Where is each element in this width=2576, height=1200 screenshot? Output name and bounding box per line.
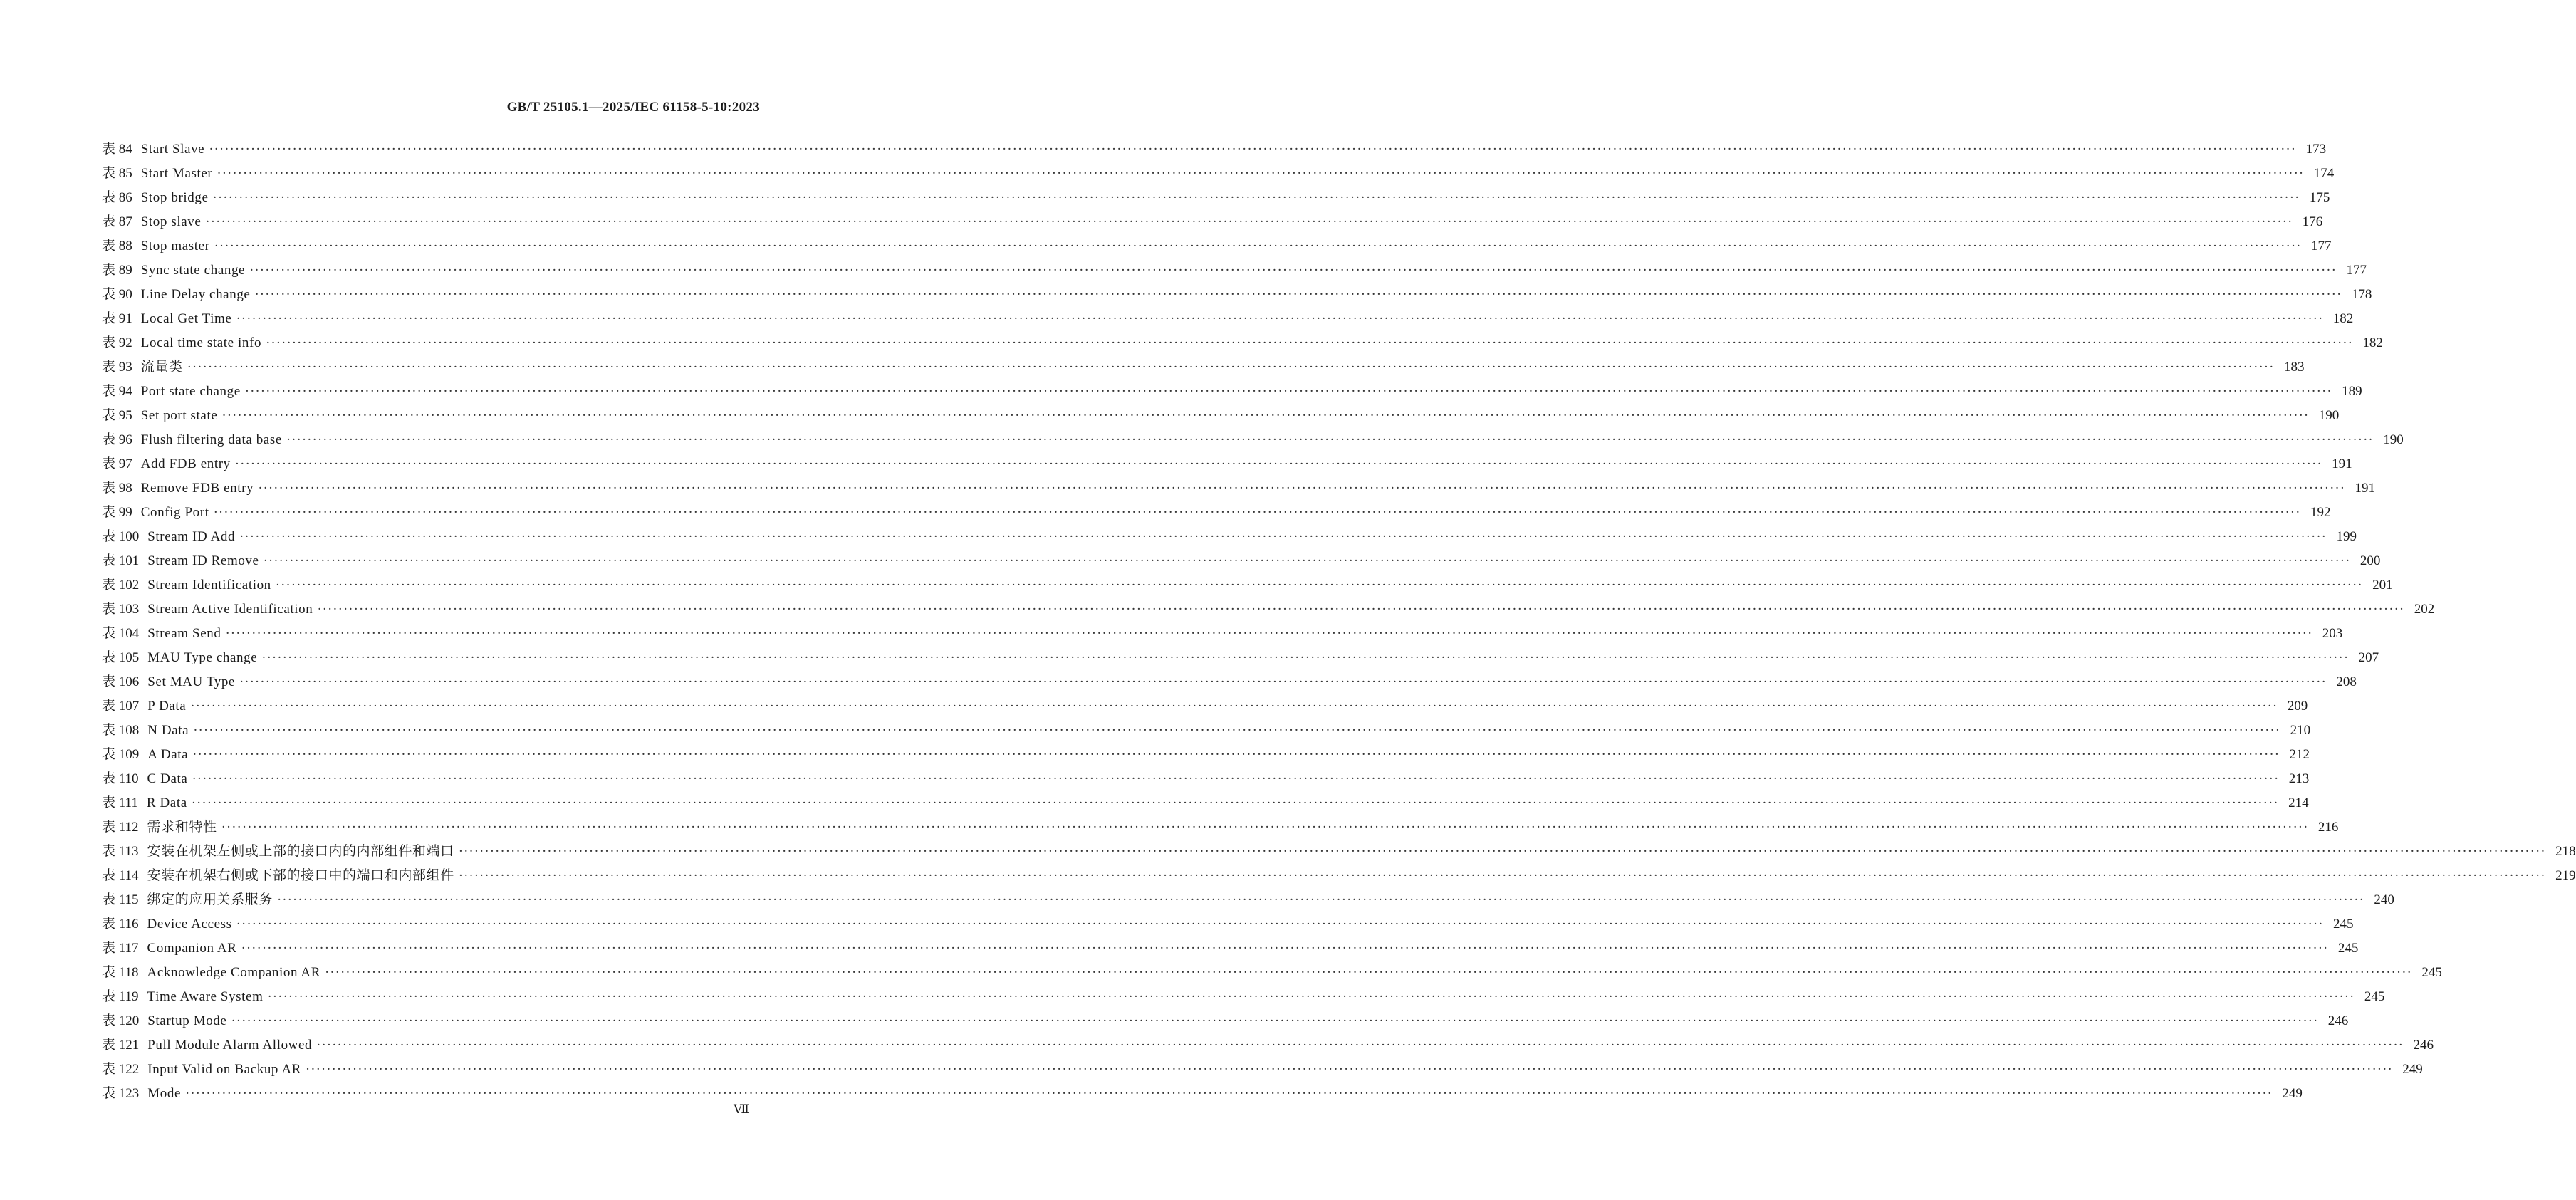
toc-entry[interactable]: [102, 912, 2354, 936]
toc-leader-dots: ················································································································································································································································································································································································································: [249, 263, 2337, 278]
toc-entry-page: 245: [2421, 965, 2442, 980]
toc-leader-dots: ················································································································································································································································································································································································································: [205, 214, 2293, 229]
toc-entry-page: 202: [2414, 602, 2435, 617]
toc-entry-title: A Data: [147, 747, 189, 762]
toc-entry-page: 219: [2555, 868, 2576, 883]
toc-entry[interactable]: [102, 573, 2393, 598]
toc-leader-dots: ················································································································································································································································································································································································································: [239, 674, 2327, 689]
toc-entry-title: Line Delay change: [140, 287, 251, 302]
toc-leader-dots: ················································································································································································································································································································································································································: [236, 311, 2324, 326]
toc-entry-label: 表 85: [102, 166, 132, 181]
toc-entry[interactable]: [102, 210, 2323, 234]
toc-leader-dots: ················································································································································································································································································································································································································: [190, 699, 2278, 714]
toc-entry-page: 218: [2555, 844, 2576, 859]
toc-entry-page: 190: [2318, 408, 2340, 423]
toc-entry-label: 表 94: [102, 384, 132, 399]
toc-entry-title: Stream Active Identification: [147, 602, 313, 617]
toc-entry[interactable]: [102, 331, 2383, 355]
toc-leader-dots: ················································································································································································································································································································································································································: [236, 917, 2324, 932]
toc-entry-label: 表 99: [102, 505, 132, 520]
toc-entry-page: 208: [2336, 674, 2357, 689]
toc-entry-title: Config Port: [140, 505, 209, 520]
toc-entry-title: Stop bridge: [140, 190, 209, 205]
toc-leader-dots: ················································································································································································································································································································································································································: [225, 626, 2313, 641]
toc-entry[interactable]: [102, 767, 2310, 791]
toc-entry-title: Start Master: [140, 166, 213, 181]
toc-entry-label: 表 115: [102, 892, 139, 907]
toc-leader-dots: ················································································································································································································································································································································································································: [234, 456, 2322, 471]
toc-entry[interactable]: [102, 1058, 2423, 1082]
toc-entry[interactable]: [102, 428, 2404, 452]
toc-entry-title: Acknowledge Companion AR: [147, 965, 320, 980]
toc-entry-label: 表 84: [102, 142, 132, 157]
toc-entry-title: Set port state: [140, 408, 218, 423]
toc-entry-label: 表 91: [102, 311, 132, 326]
toc-entry-page: 177: [2346, 263, 2367, 278]
toc-leader-dots: ················································································································································································································································································································································································································: [192, 747, 2280, 762]
toc-leader-dots: ················································································································································································································································································································································································································: [241, 941, 2329, 956]
toc-entry-page: 183: [2283, 360, 2305, 375]
toc-entry-title: Local Get Time: [140, 311, 232, 326]
toc-entry-page: 213: [2288, 771, 2310, 786]
toc-entry-page: 174: [2313, 166, 2335, 181]
toc-entry-label: 表 114: [102, 868, 139, 883]
toc-entry-page: 203: [2322, 626, 2343, 641]
toc-entry[interactable]: [102, 936, 2359, 961]
toc-entry-label: 表 95: [102, 408, 132, 423]
toc-entry-title: Port state change: [140, 384, 241, 399]
toc-entry-title: Stream ID Add: [147, 529, 236, 544]
page-footer: [734, 1102, 749, 1117]
toc-leader-dots: ················································································································································································································································································································································································································: [221, 408, 2310, 423]
toc-leader-dots: ················································································································································································································································································································································································································: [213, 505, 2301, 520]
toc-entry-label: 表 119: [102, 989, 139, 1004]
toc-leader-dots: ················································································································································································································································································································································································································: [263, 553, 2351, 568]
toc-entry[interactable]: [102, 476, 2376, 501]
toc-entry-page: 175: [2309, 190, 2330, 205]
toc-entry[interactable]: [102, 380, 2362, 404]
toc-entry-page: 246: [2327, 1013, 2349, 1028]
toc-entry-title: Local time state info: [140, 335, 262, 350]
toc-entry-label: 表 110: [102, 771, 139, 786]
toc-entry-page: 249: [2282, 1086, 2303, 1101]
table-of-contents: [102, 137, 2576, 1106]
toc-leader-dots: ················································································································································································································································································································································································································: [214, 239, 2302, 254]
toc-entry-title: Pull Module Alarm Allowed: [147, 1038, 313, 1053]
toc-entry-title: Device Access: [147, 917, 232, 932]
toc-entry-title: 绑定的应用关系服务: [147, 892, 273, 907]
toc-entry[interactable]: [102, 549, 2381, 573]
toc-entry-page: 210: [2290, 723, 2311, 738]
toc-entry-label: 表 109: [102, 747, 140, 762]
toc-entry-page: 177: [2310, 239, 2332, 254]
toc-entry-page: 212: [2289, 747, 2310, 762]
toc-leader-dots: ················································································································································································································································································································································································································: [266, 335, 2353, 350]
toc-entry-title: Time Aware System: [147, 989, 264, 1004]
toc-entry-title: N Data: [147, 723, 189, 738]
toc-entry-title: Remove FDB entry: [140, 481, 254, 496]
toc-leader-dots: ················································································································································································································································································································································································································: [244, 384, 2332, 399]
toc-entry-label: 表 93: [102, 360, 132, 375]
toc-entry-page: 190: [2383, 432, 2404, 447]
toc-leader-dots: ················································································································································································································································································································································································································: [231, 1013, 2319, 1028]
toc-entry-title: Stop slave: [140, 214, 202, 229]
toc-entry[interactable]: [102, 598, 2435, 622]
toc-leader-dots: ················································································································································································································································································································································································································: [458, 844, 2546, 859]
toc-entry[interactable]: [102, 961, 2442, 985]
toc-entry-label: 表 117: [102, 941, 139, 956]
toc-entry-title: Set MAU Type: [147, 674, 235, 689]
toc-entry[interactable]: [102, 743, 2310, 767]
toc-leader-dots: ················································································································································································································································································································································································································: [458, 868, 2546, 883]
toc-leader-dots: ················································································································································································································································································································································································································: [193, 723, 2281, 738]
toc-entry-title: Stream Send: [147, 626, 221, 641]
toc-leader-dots: ················································································································································································································································································································································································································: [324, 965, 2412, 980]
toc-entry-page: 192: [2310, 505, 2331, 520]
toc-entry[interactable]: [102, 694, 2308, 719]
toc-entry-title: C Data: [147, 771, 188, 786]
toc-leader-dots: ················································································································································································································································································································································································································: [221, 820, 2309, 835]
toc-entry-page: 240: [2374, 892, 2394, 907]
toc-entry-label: 表 122: [102, 1062, 140, 1077]
toc-entry[interactable]: [102, 985, 2385, 1009]
toc-entry-title: P Data: [147, 699, 187, 714]
toc-entry[interactable]: [102, 888, 2394, 912]
toc-entry[interactable]: [102, 404, 2340, 428]
toc-entry-label: 表 103: [102, 602, 140, 617]
toc-entry[interactable]: [102, 259, 2367, 283]
toc-entry-page: 207: [2358, 650, 2379, 665]
toc-entry-page: 189: [2342, 384, 2362, 399]
toc-entry[interactable]: [102, 307, 2354, 331]
toc-entry-title: R Data: [146, 795, 187, 810]
toc-entry-label: 表 120: [102, 1013, 140, 1028]
toc-entry-title: MAU Type change: [147, 650, 258, 665]
toc-entry-page: 214: [2288, 795, 2309, 810]
toc-leader-dots: ················································································································································································································································································································································································································: [286, 432, 2374, 447]
toc-leader-dots: ················································································································································································································································································································································································································: [316, 1038, 2404, 1053]
toc-entry-label: 表 111: [102, 795, 138, 810]
toc-entry[interactable]: [102, 501, 2331, 525]
toc-entry-page: 182: [2332, 311, 2354, 326]
toc-entry-label: 表 105: [102, 650, 140, 665]
toc-entry-page: 182: [2362, 335, 2383, 350]
toc-entry-page: 200: [2359, 553, 2381, 568]
toc-entry-page: 199: [2336, 529, 2357, 544]
toc-entry-label: 表 107: [102, 699, 140, 714]
toc-leader-dots: ················································································································································································································································································································································································································: [191, 795, 2279, 810]
toc-entry-title: 安装在机架右侧或下部的接口中的端口和内部组件: [147, 868, 454, 883]
toc-leader-dots: ················································································································································································································································································································································································································: [192, 771, 2280, 786]
toc-entry-page: 246: [2413, 1038, 2434, 1053]
toc-entry[interactable]: [102, 355, 2305, 380]
toc-leader-dots: ················································································································································································································································································································································································································: [258, 481, 2346, 496]
toc-entry-title: 流量类: [140, 360, 183, 375]
toc-entry[interactable]: [102, 622, 2343, 646]
toc-entry-label: 表 101: [102, 553, 140, 568]
toc-entry[interactable]: [102, 1009, 2349, 1033]
toc-entry-title: Flush filtering data base: [140, 432, 282, 447]
toc-entry-page: 191: [2355, 481, 2376, 496]
toc-entry-page: 245: [2333, 917, 2354, 932]
toc-entry[interactable]: [102, 525, 2357, 549]
document-header: [507, 100, 760, 115]
toc-entry-label: 表 96: [102, 432, 132, 447]
toc-entry-label: 表 104: [102, 626, 140, 641]
toc-entry-label: 表 92: [102, 335, 132, 350]
toc-entry-page: 245: [2337, 941, 2359, 956]
toc-entry-page: 178: [2351, 287, 2372, 302]
toc-leader-dots: ················································································································································································································································································································································································································: [217, 166, 2305, 181]
toc-leader-dots: ················································································································································································································································································································································································································: [212, 190, 2300, 205]
toc-entry[interactable]: [102, 1033, 2434, 1058]
toc-entry-label: 表 87: [102, 214, 132, 229]
toc-entry-label: 表 108: [102, 723, 140, 738]
toc-entry[interactable]: [102, 234, 2332, 259]
toc-entry-label: 表 121: [102, 1038, 140, 1053]
toc-entry[interactable]: [102, 815, 2339, 840]
toc-leader-dots: ················································································································································································································································································································································································································: [185, 1086, 2273, 1101]
toc-entry-label: 表 100: [102, 529, 140, 544]
toc-entry[interactable]: [102, 840, 2576, 864]
toc-entry-page: 249: [2402, 1062, 2423, 1077]
toc-entry-page: 176: [2302, 214, 2323, 229]
toc-entry[interactable]: [102, 864, 2576, 888]
toc-entry-title: Add FDB entry: [140, 456, 231, 471]
toc-entry-page: 173: [2305, 142, 2327, 157]
toc-entry[interactable]: [102, 646, 2379, 670]
toc-entry[interactable]: [102, 719, 2311, 743]
toc-entry[interactable]: [102, 791, 2309, 815]
toc-entry-page: 245: [2364, 989, 2385, 1004]
toc-leader-dots: ················································································································································································································································································································································································································: [239, 529, 2327, 544]
toc-entry-label: 表 89: [102, 263, 132, 278]
toc-entry-title: Sync state change: [140, 263, 246, 278]
toc-leader-dots: ················································································································································································································································································································································································································: [267, 989, 2355, 1004]
toc-entry-title: Mode: [147, 1086, 181, 1101]
toc-entry-label: 表 98: [102, 481, 132, 496]
toc-leader-dots: ················································································································································································································································································································································································································: [254, 287, 2342, 302]
toc-leader-dots: ················································································································································································································································································································································································································: [317, 602, 2405, 617]
toc-entry[interactable]: [102, 1082, 2303, 1106]
toc-entry-label: 表 118: [102, 965, 139, 980]
toc-entry-page: 216: [2317, 820, 2339, 835]
toc-entry-label: 表 123: [102, 1086, 140, 1101]
toc-entry[interactable]: [102, 283, 2372, 307]
toc-entry-title: Stream Identification: [147, 578, 271, 593]
toc-entry-page: 209: [2287, 699, 2308, 714]
toc-entry-title: Stop master: [140, 239, 210, 254]
page-number: Ⅶ: [734, 1102, 749, 1116]
toc-leader-dots: ················································································································································································································································································································································································································: [305, 1062, 2393, 1077]
toc-entry-label: 表 97: [102, 456, 132, 471]
toc-entry-label: 表 90: [102, 287, 132, 302]
toc-entry-title: 安装在机架左侧或上部的接口内的内部组件和端口: [147, 844, 454, 859]
toc-entry-title: Input Valid on Backup AR: [147, 1062, 301, 1077]
toc-entry-label: 表 106: [102, 674, 140, 689]
toc-entry[interactable]: [102, 452, 2352, 476]
toc-entry-label: 表 112: [102, 820, 139, 835]
toc-entry[interactable]: [102, 162, 2335, 186]
toc-entry-page: 201: [2372, 578, 2393, 593]
toc-leader-dots: ················································································································································································································································································································································································································: [187, 360, 2275, 375]
toc-leader-dots: ················································································································································································································································································································································································································: [209, 142, 2297, 157]
toc-entry-title: 需求和特性: [147, 820, 217, 835]
toc-entry-title: Stream ID Remove: [147, 553, 259, 568]
toc-entry-title: Companion AR: [147, 941, 237, 956]
toc-entry-label: 表 88: [102, 239, 132, 254]
toc-entry-page: 191: [2332, 456, 2352, 471]
toc-entry[interactable]: [102, 186, 2330, 210]
toc-entry[interactable]: [102, 137, 2327, 162]
toc-leader-dots: ················································································································································································································································································································································································································: [275, 578, 2363, 593]
toc-entry-title: Start Slave: [140, 142, 205, 157]
toc-entry-label: 表 113: [102, 844, 139, 859]
toc-entry-label: 表 102: [102, 578, 140, 593]
toc-entry[interactable]: [102, 670, 2357, 694]
toc-entry-label: 表 116: [102, 917, 139, 932]
standard-number: GB/T 25105.1—2025/IEC 61158-5-10:2023: [506, 100, 760, 115]
toc-entry-title: Startup Mode: [147, 1013, 227, 1028]
toc-leader-dots: ················································································································································································································································································································································································································: [261, 650, 2350, 665]
toc-leader-dots: ················································································································································································································································································································································································································: [276, 892, 2364, 907]
toc-entry-label: 表 86: [102, 190, 132, 205]
